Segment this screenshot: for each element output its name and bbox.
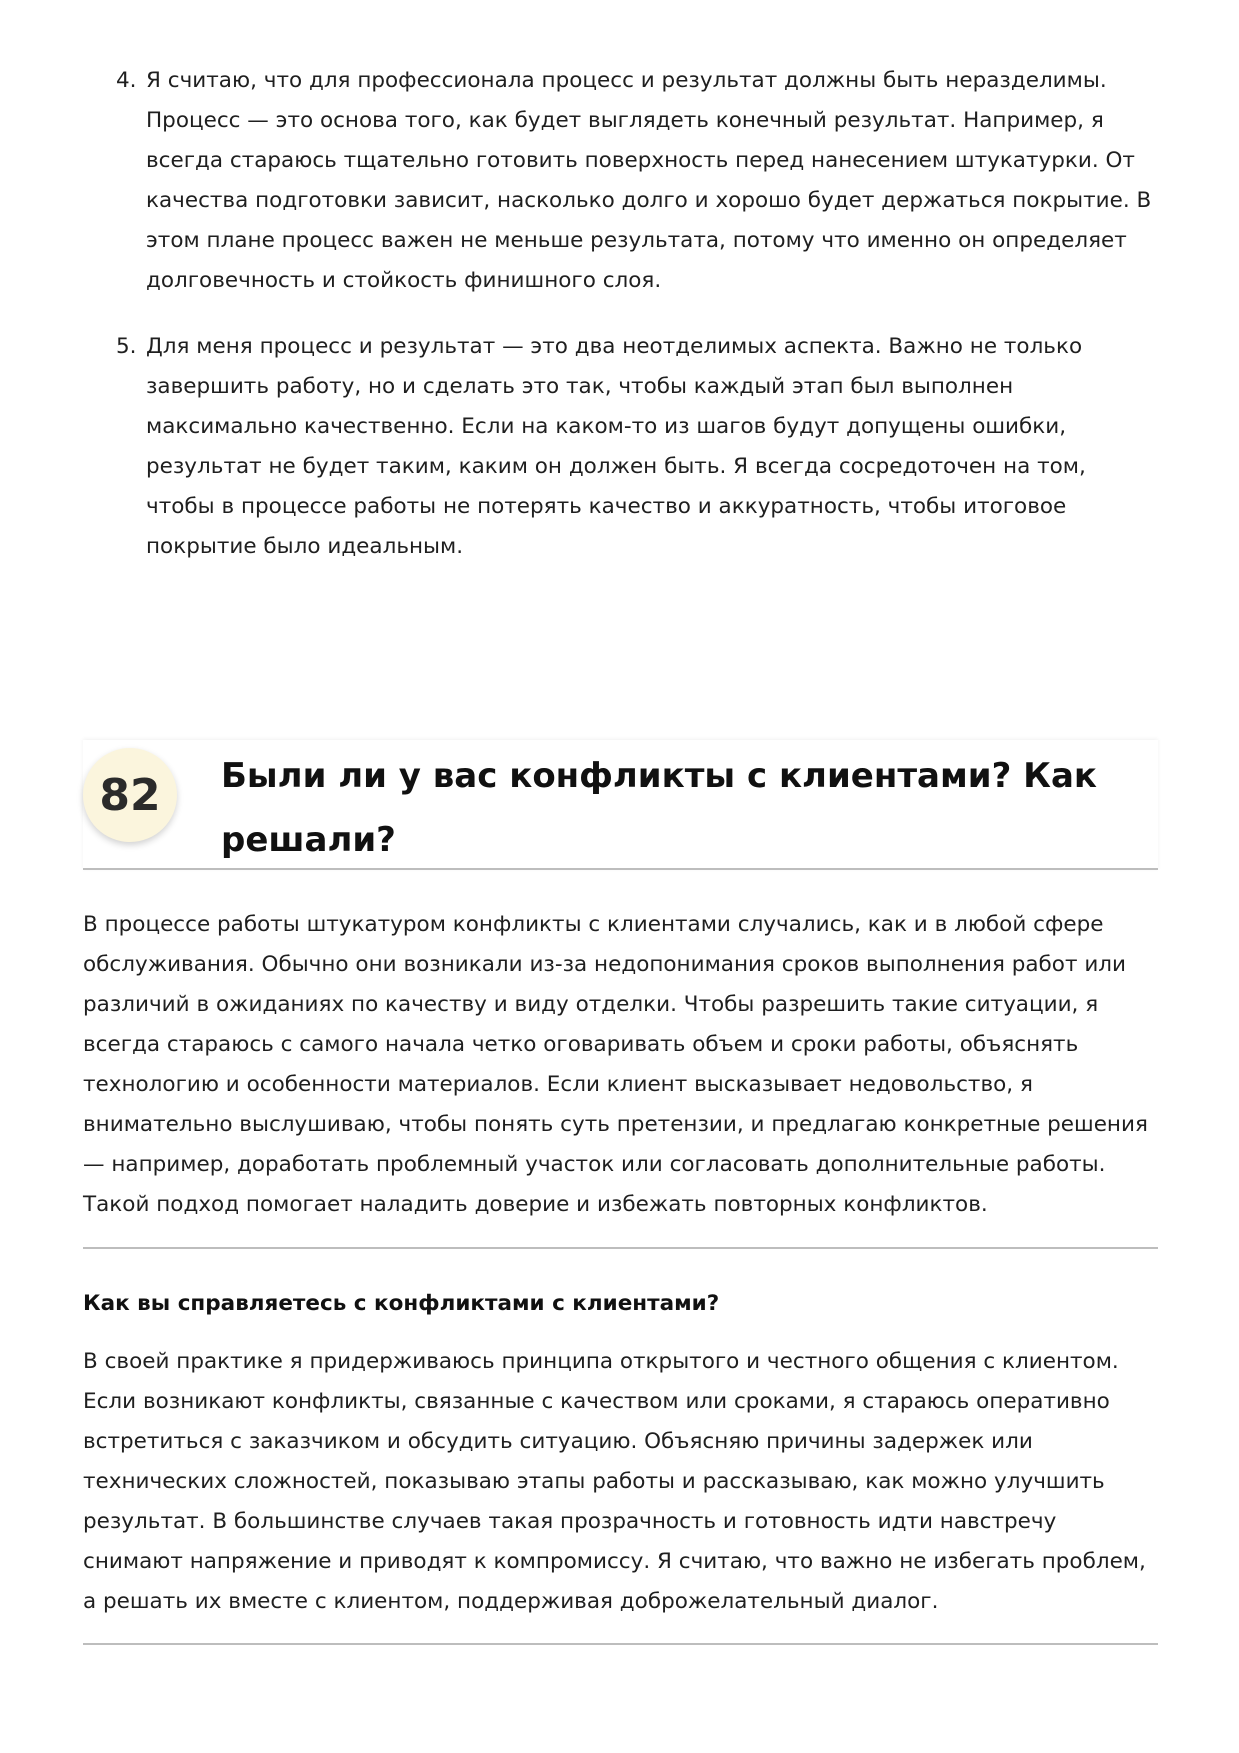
- followup-question: Как вы справляетесь с конфликтами с клиентами?: [83, 1291, 720, 1316]
- list-item-text: Для меня процесс и результат — это два неотделимых аспекта. Важно не только завершить работу, но и сделать это так, чтобы каждый этап был выполнен максимально качественно. Если на каком-то из шагов будут допущены ошибки, результат не будет таким, каким он должен быть. Я всегда сосредоточен на том, чтобы в процессе работы не потерять качество и аккуратность, чтобы итоговое покрытие было идеальным.: [146, 334, 1086, 559]
- section-divider: [83, 1643, 1158, 1645]
- section-divider: [83, 1247, 1158, 1249]
- question-header: [83, 740, 1158, 870]
- answer-paragraph: В процессе работы штукатуром конфликты с клиентами случались, как и в любой сфере обслуживания. Обычно они возникали из-за недопонимания сроков выполнения работ или различий в ожиданиях по качеству и виду отделки. Чтобы разрешить такие ситуации, я всегда стараюсь с самого начала четко оговаривать объем и сроки работы, объяснять технологию и особенности материалов. Если клиент высказывает недовольство, я внимательно выслушиваю, чтобы понять суть претензии, и предлагаю конкретные решения — например, доработать проблемный участок или согласовать дополнительные работы. Такой подход помогает наладить доверие и избежать повторных конфликтов.: [83, 912, 1148, 1217]
- numbered-list: [116, 61, 1156, 593]
- followup-answer-paragraph: В своей практике я придерживаюсь принципа открытого и честного общения с клиентом. Если возникают конфликты, связанные с качеством или сроками, я стараюсь оперативно встретиться с заказчиком и обсудить ситуацию. Объясняю причины задержек или технических сложностей, показываю этапы работы и рассказываю, как можно улучшить результат. В большинстве случаев такая прозрачность и готовность идти навстречу снимают напряжение и приводят к компромиссу. Я считаю, что важно не избегать проблем, а решать их вместе с клиентом, поддерживая доброжелательный диалог.: [83, 1349, 1146, 1614]
- question-number-badge: 82: [83, 748, 177, 842]
- list-item-number: 5.: [116, 334, 137, 359]
- list-item: [116, 61, 1156, 301]
- list-item-text: Я считаю, что для профессионала процесс и результат должны быть неразделимы. Процесс — это основа того, как будет выглядеть конечный результат. Например, я всегда стараюсь тщательно готовить поверхность перед нанесением штукатурки. От качества подготовки зависит, насколько долго и хорошо будет держаться покрытие. В этом плане процесс важен не меньше результата, потому что именно он определяет долговечность и стойкость финишного слоя.: [146, 68, 1152, 293]
- list-item-number: 4.: [116, 68, 137, 93]
- list-item: [116, 327, 1156, 567]
- question-title: Были ли у вас конфликты с клиентами? Как решали?: [221, 756, 1097, 860]
